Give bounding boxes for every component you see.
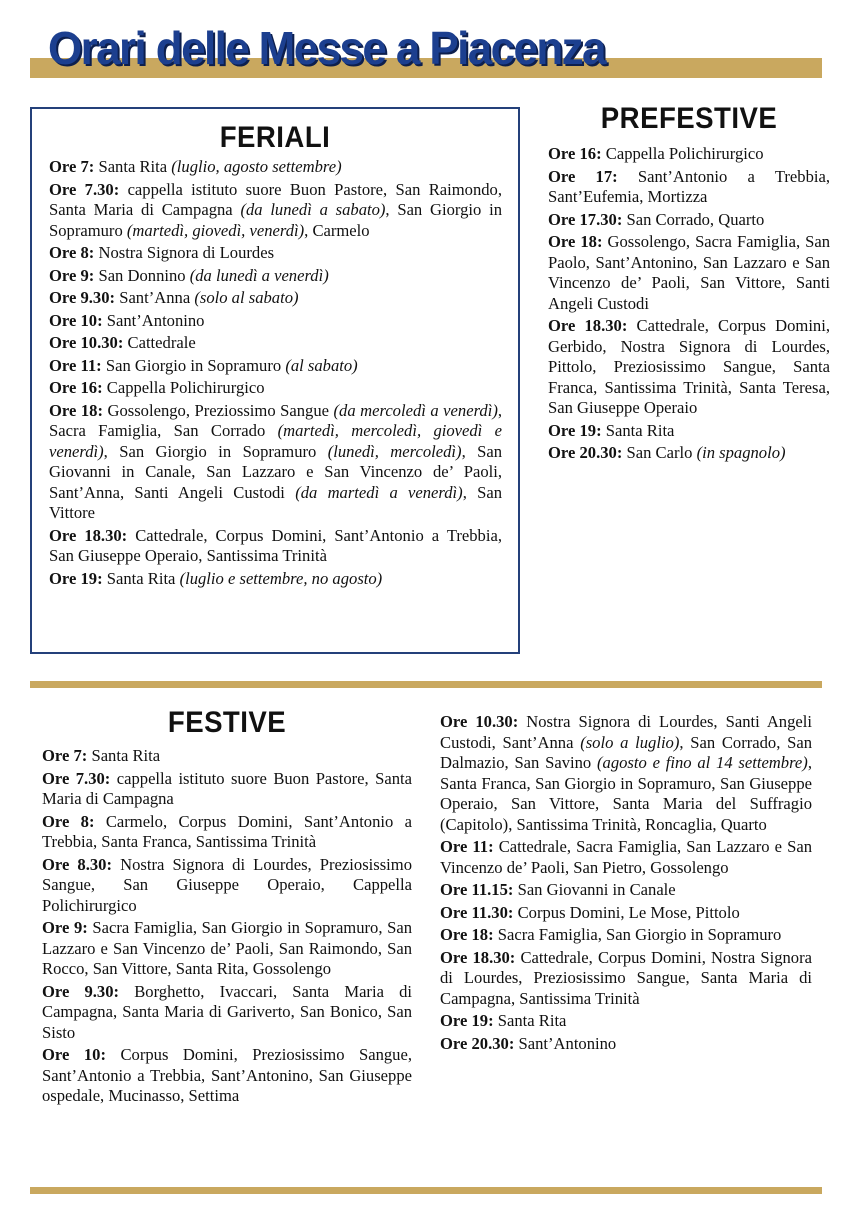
entry-note: (solo a luglio)	[580, 732, 680, 752]
festive-list-left	[42, 746, 412, 1107]
entry-places: Gossolengo, Sacra Famiglia, San Paolo, Sant’Antonino, San Lazzaro e San Vincenzo de’ Paoli, San Vittore, Santi Angeli Custodi	[548, 232, 831, 313]
entry-time: Ore 18:	[440, 925, 494, 944]
entry-places: Sacra Famiglia, San Giorgio in Sopramuro	[493, 925, 782, 944]
entry-time: Ore 10.30:	[440, 712, 519, 731]
entry-time: Ore 11:	[440, 837, 494, 856]
schedule-entry	[548, 144, 830, 165]
entry-time: Ore 10.30:	[49, 333, 124, 352]
entry-places: San Donnino	[94, 265, 190, 285]
entry-places: , Sacra Famiglia, San Corrado	[49, 400, 503, 440]
entry-note: (da lunedì a sabato)	[240, 200, 386, 219]
feriali-list	[32, 157, 518, 589]
entry-places: Corpus Domini, Le Mose, Pittolo	[513, 902, 740, 922]
entry-time: Ore 17:	[548, 166, 618, 186]
entry-time: Ore 19:	[548, 420, 602, 440]
schedule-entry	[49, 311, 502, 332]
entry-places: San Giovanni in Canale	[513, 880, 676, 899]
entry-places: , San Vittore	[49, 482, 503, 522]
entry-time: Ore 20.30:	[548, 443, 623, 462]
schedule-entry	[42, 855, 412, 917]
schedule-entry	[49, 526, 502, 567]
entry-places: cappella istituto suore Buon Pastore, San Raimondo, Santa Maria di Campagna	[49, 179, 502, 219]
schedule-entry	[440, 1034, 812, 1055]
schedule-entry	[548, 210, 830, 231]
entry-time: Ore 18.30:	[49, 525, 128, 545]
entry-note: (da lunedì a venerdì)	[189, 265, 329, 285]
entry-time: Ore 11.15:	[440, 880, 514, 899]
entry-places: San Corrado, Quarto	[622, 209, 765, 229]
schedule-entry	[42, 812, 412, 853]
entry-note: (agosto e fino al 14 settembre)	[597, 753, 808, 772]
entry-time: Ore 18:	[49, 400, 103, 420]
entry-places: Sacra Famiglia, San Giorgio in Sopramuro, San Lazzaro e San Vincenzo de’ Paoli, San Raimondo, San Rocco, San Vittore, Santa Rita, Gossolengo	[42, 918, 412, 978]
feriali-section	[30, 107, 520, 654]
schedule-entry	[440, 1011, 812, 1032]
section-divider-bar	[30, 681, 822, 688]
entry-time: Ore 7.30:	[49, 179, 120, 199]
entry-places: , San Giovanni in Canale, San Lazzaro e San Vincenzo de’ Paoli, Sant’Anna, Santi Angeli Custodi	[49, 441, 503, 502]
entry-places: Cattedrale	[123, 333, 196, 352]
entry-places: Nostra Signora di Lourdes, Santi Angeli Custodi, Sant’Anna	[440, 712, 812, 752]
schedule-entry	[49, 333, 502, 354]
entry-note: (luglio, agosto settembre)	[171, 157, 342, 176]
entry-places: Santa Rita	[94, 157, 172, 176]
entry-places: Sant’Anna	[115, 288, 195, 307]
entry-places: , San Giorgio in Sopramuro	[49, 200, 502, 240]
schedule-entry	[548, 443, 830, 464]
schedule-entry	[49, 157, 502, 178]
entry-time: Ore 11:	[49, 355, 102, 375]
schedule-entry	[42, 982, 412, 1044]
entry-places: Santa Rita	[87, 746, 161, 765]
entry-places: San Carlo	[622, 443, 697, 462]
schedule-entry	[49, 378, 502, 399]
entry-places: Sant’Antonio a Trebbia, Sant’Eufemia, Mortizza	[548, 166, 830, 206]
entry-time: Ore 18.30:	[548, 316, 628, 335]
entry-places: Corpus Domini, Preziosissimo Sangue, Sant’Antonio a Trebbia, Sant’Antonino, San Giuseppe ospedale, Mucinasso, Settima	[42, 1045, 412, 1105]
page-title: Orari delle Messe a Piacenza	[48, 22, 605, 75]
schedule-entry	[49, 288, 502, 309]
entry-time: Ore 9.30:	[49, 288, 116, 307]
schedule-entry	[548, 316, 830, 419]
entry-time: Ore 7:	[49, 157, 95, 176]
schedule-entry	[440, 880, 812, 901]
entry-note: (da mercoledì a venerdì)	[333, 400, 498, 420]
entry-places: San Giorgio in Sopramuro	[101, 355, 286, 375]
festive-heading: FESTIVE	[167, 706, 287, 739]
schedule-entry	[440, 903, 812, 924]
entry-time: Ore 8:	[42, 811, 95, 831]
entry-note: (luglio e settembre, no agosto)	[179, 568, 383, 588]
festive-section-left	[42, 708, 412, 1109]
entry-places: Santa Rita	[102, 568, 180, 588]
entry-time: Ore 18:	[548, 232, 603, 251]
entry-note: (da martedì a venerdì)	[295, 482, 463, 502]
schedule-entry	[49, 401, 502, 524]
entry-places: cappella istituto suore Buon Pastore, Santa Maria di Campagna	[42, 768, 412, 808]
entry-time: Ore 11.30:	[440, 902, 514, 922]
festive-section-right	[440, 712, 812, 1056]
entry-time: Ore 17.30:	[548, 209, 623, 229]
entry-time: Ore 20.30:	[440, 1033, 515, 1053]
entry-time: Ore 19:	[49, 568, 103, 588]
entry-time: Ore 7.30:	[42, 768, 111, 788]
entry-places: , Carmelo	[304, 220, 370, 240]
prefestive-heading: PREFESTIVE	[600, 102, 778, 135]
entry-note: (solo al sabato)	[194, 288, 299, 307]
prefestive-section	[548, 104, 830, 466]
schedule-entry	[49, 356, 502, 377]
entry-places: Nostra Signora di Lourdes, Preziosissimo Sangue, San Giuseppe Operaio, Cappella Polichirurgico	[42, 854, 412, 915]
entry-time: Ore 9:	[42, 918, 88, 937]
entry-places: Cappella Polichirurgico	[601, 144, 764, 163]
entry-note: (lunedì, mercoledì)	[327, 441, 462, 461]
entry-time: Ore 16:	[49, 378, 103, 397]
schedule-entry	[42, 1045, 412, 1107]
entry-note: (al sabato)	[285, 355, 358, 375]
entry-places: Cattedrale, Corpus Domini, Sant’Antonio a Trebbia, San Giuseppe Operaio, Santissima Trinità	[49, 525, 502, 565]
schedule-entry	[548, 232, 830, 314]
entry-time: Ore 8:	[49, 243, 95, 262]
entry-time: Ore 9:	[49, 265, 95, 285]
schedule-entry	[42, 918, 412, 980]
entry-places: Cappella Polichirurgico	[102, 378, 265, 397]
entry-places: Santa Rita	[601, 420, 675, 440]
festive-list-right	[440, 712, 812, 1054]
entry-places: Carmelo, Corpus Domini, Sant’Antonio a Trebbia, Santa Franca, Santissima Trinità	[42, 811, 413, 851]
entry-places: , Santa Franca, San Giorgio in Sopramuro, San Giuseppe Operaio, San Vittore, Santa Maria del Suffragio (Capitolo), Santissima Trinità, Roncaglia, Quarto	[440, 753, 812, 834]
entry-time: Ore 16:	[548, 144, 602, 163]
entry-places: Cattedrale, Corpus Domini, Gerbido, Nostra Signora di Lourdes, Pittolo, Preziosissimo Sangue, Santa Franca, Santissima Trinità, Santa Teresa, San Giuseppe Operaio	[548, 316, 830, 417]
feriali-heading: FERIALI	[219, 121, 331, 154]
entry-time: Ore 9.30:	[42, 981, 120, 1001]
schedule-entry	[548, 167, 830, 208]
entry-note: (martedì, giovedì, venerdì)	[126, 220, 305, 240]
schedule-entry	[49, 180, 502, 242]
entry-note: (martedì, mercoledì, giovedì e venerdì)	[49, 421, 502, 461]
prefestive-list	[548, 144, 830, 464]
schedule-entry	[440, 925, 812, 946]
schedule-entry	[49, 266, 502, 287]
entry-places: Borghetto, Ivaccari, Santa Maria di Campagna, Santa Maria di Gariverto, San Bonico, San Sisto	[42, 981, 412, 1042]
entry-places: Gossolengo, Preziossimo Sangue	[102, 400, 334, 420]
entry-time: Ore 7:	[42, 746, 88, 765]
schedule-entry	[440, 712, 812, 835]
schedule-entry	[49, 243, 502, 264]
entry-places: Sant’Antonino	[102, 310, 205, 330]
entry-places: Cattedrale, Sacra Famiglia, San Lazzaro e San Vincenzo de’ Paoli, San Pietro, Gossolengo	[440, 837, 812, 877]
schedule-entry	[42, 769, 412, 810]
entry-time: Ore 10:	[49, 310, 103, 330]
entry-places: , San Corrado, San Dalmazio, San Savino	[440, 732, 812, 772]
schedule-entry	[49, 569, 502, 590]
bottom-bar	[30, 1187, 822, 1194]
schedule-entry	[548, 421, 830, 442]
entry-time: Ore 19:	[440, 1011, 494, 1030]
schedule-entry	[440, 837, 812, 878]
entry-note: (in spagnolo)	[696, 443, 786, 462]
entry-time: Ore 18.30:	[440, 947, 516, 967]
entry-places: , San Giorgio in Sopramuro	[103, 441, 328, 461]
entry-places: Santa Rita	[493, 1011, 567, 1030]
schedule-entry	[440, 948, 812, 1010]
entry-places: Sant’Antonino	[514, 1033, 617, 1053]
schedule-entry	[42, 746, 412, 767]
entry-places: Cattedrale, Corpus Domini, Nostra Signora di Lourdes, Preziosissimo Sangue, Santa Maria di Campagna, Santissima Trinità	[440, 947, 812, 1008]
entry-time: Ore 8.30:	[42, 854, 113, 874]
entry-places: Nostra Signora di Lourdes	[94, 243, 275, 262]
entry-time: Ore 10:	[42, 1045, 106, 1064]
